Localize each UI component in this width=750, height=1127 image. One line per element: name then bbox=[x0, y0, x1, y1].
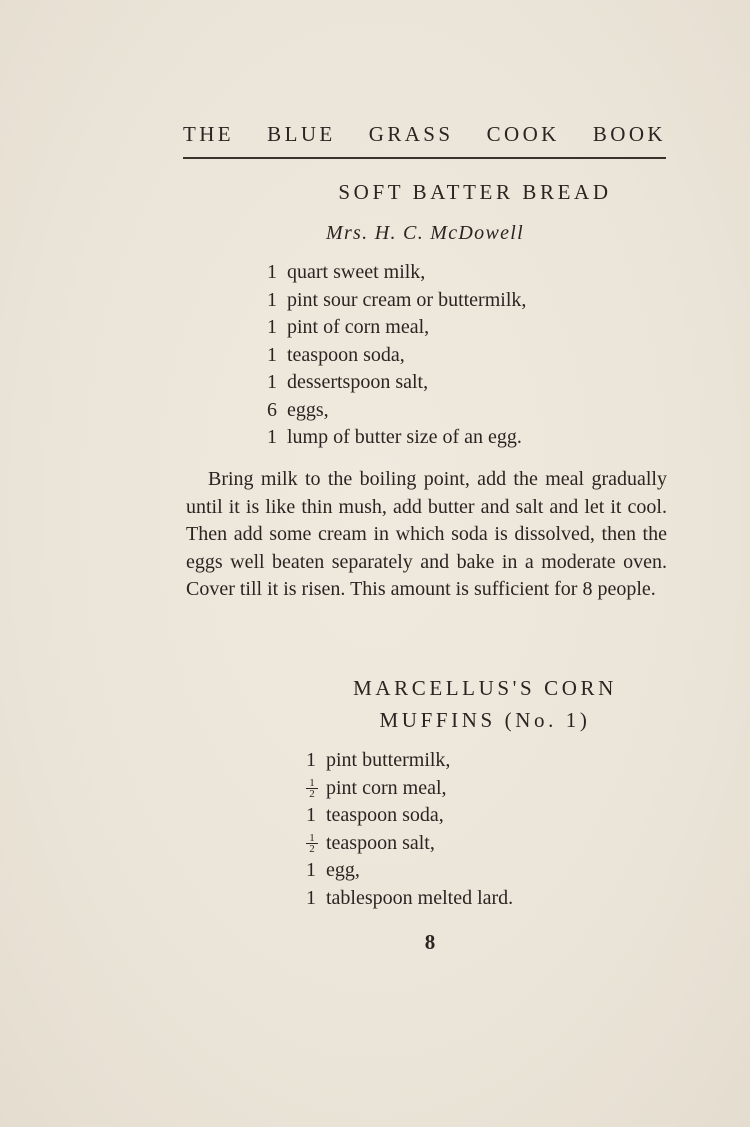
ingredient-quantity-fraction bbox=[306, 833, 318, 854]
ingredient-text: lump of butter size of an egg. bbox=[287, 426, 522, 448]
ingredient-text: pint corn meal, bbox=[326, 776, 447, 799]
ingredient-item bbox=[306, 830, 513, 858]
ingredient-text: pint sour cream or buttermilk, bbox=[287, 288, 527, 311]
ingredient-item bbox=[267, 287, 526, 315]
ingredient-text: teaspoon salt, bbox=[326, 831, 435, 854]
ingredient-item bbox=[267, 369, 526, 397]
ingredient-text: pint buttermilk, bbox=[326, 749, 451, 771]
recipe-title-line-2: MUFFINS (No. 1) bbox=[379, 708, 591, 732]
ingredient-text: eggs, bbox=[287, 398, 329, 421]
ingredient-quantity: 1 bbox=[267, 288, 277, 311]
fraction-denominator: 2 bbox=[309, 788, 315, 801]
ingredient-text: teaspoon soda, bbox=[326, 804, 444, 826]
ingredient-quantity: 1 bbox=[267, 426, 277, 448]
recipe-title: SOFT BATTER BREAD bbox=[338, 180, 612, 204]
ingredient-item bbox=[306, 802, 513, 830]
ingredient-quantity: 1 bbox=[306, 886, 316, 909]
ingredient-quantity: 1 bbox=[267, 343, 277, 366]
ingredient-quantity: 6 bbox=[267, 398, 277, 421]
ingredient-list bbox=[306, 747, 513, 912]
ingredient-list bbox=[267, 259, 526, 452]
ingredient-quantity: 1 bbox=[267, 261, 277, 283]
ingredient-quantity: 1 bbox=[267, 371, 277, 393]
ingredient-quantity: 1 bbox=[306, 749, 316, 771]
ingredient-item bbox=[306, 775, 513, 803]
recipe-author: Mrs. H. C. McDowell bbox=[325, 222, 525, 244]
ingredient-text: dessertspoon salt, bbox=[287, 371, 429, 393]
ingredient-quantity: 1 bbox=[306, 804, 316, 826]
recipe-title-line-1: MARCELLUS'S CORN bbox=[353, 676, 617, 700]
fraction-denominator: 2 bbox=[309, 843, 315, 856]
header-rule bbox=[183, 157, 666, 159]
page-number: 8 bbox=[424, 930, 436, 954]
ingredient-quantity: 1 bbox=[267, 316, 277, 338]
ingredient-text: tablespoon melted lard. bbox=[326, 886, 514, 909]
ingredient-item bbox=[306, 857, 513, 885]
ingredient-item bbox=[267, 424, 526, 452]
ingredient-item bbox=[306, 885, 513, 913]
ingredient-text: pint of corn meal, bbox=[287, 316, 430, 338]
fraction-numerator: 1 bbox=[306, 778, 318, 789]
ingredient-text: quart sweet milk, bbox=[287, 261, 426, 283]
ingredient-text: teaspoon soda, bbox=[287, 343, 405, 366]
ingredient-item bbox=[306, 747, 513, 775]
ingredient-text: egg, bbox=[326, 859, 360, 881]
ingredient-item bbox=[267, 342, 526, 370]
ingredient-item bbox=[267, 397, 526, 425]
ingredient-quantity: 1 bbox=[306, 859, 316, 881]
fraction-numerator: 1 bbox=[306, 833, 318, 844]
ingredient-quantity-fraction bbox=[306, 778, 318, 799]
running-header: THE BLUE GRASS COOK BOOK bbox=[183, 122, 666, 146]
ingredient-item bbox=[267, 314, 526, 342]
recipe-directions: Bring milk to the boiling point, add the meal gradually until it is like thin mush, add butter and salt and let it cool. Then add some cream in which soda is dissolved, then the eggs well beaten separately and bake in a moderate oven. Cover till it is risen. This amount is sufficient for 8 people. bbox=[186, 468, 667, 600]
ingredient-item bbox=[267, 259, 526, 287]
